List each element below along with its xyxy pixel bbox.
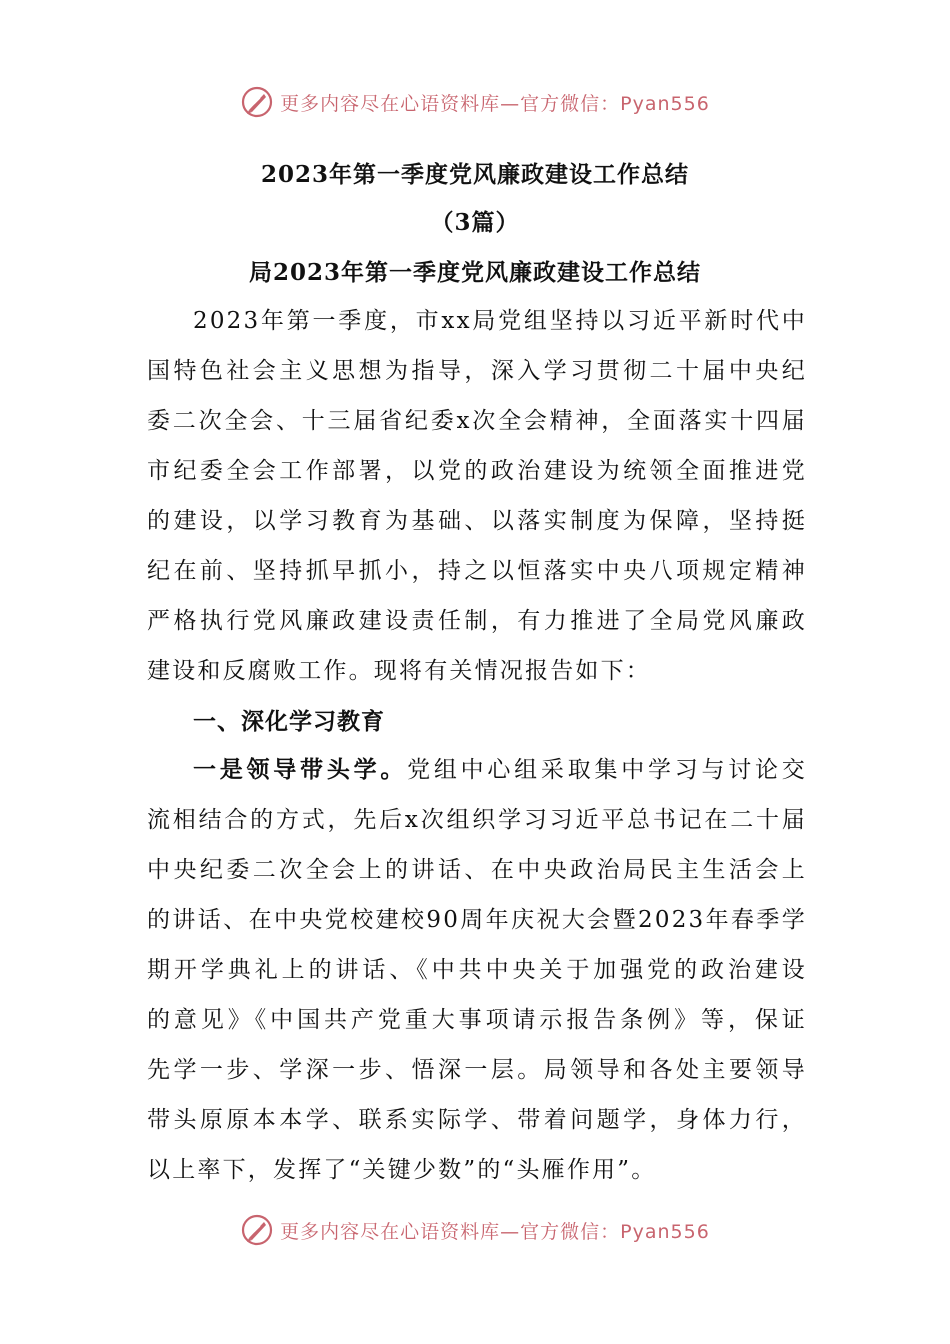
paragraph-line: 中央纪委二次全会上的讲话、在中央政治局民主生活会上 [147, 857, 807, 883]
section-heading: 一、深化学习教育 [193, 708, 385, 735]
paragraph-line: 期开学典礼上的讲话、《中共中央关于加强党的政治建设 [147, 957, 807, 983]
paragraph-line-first [147, 745, 807, 795]
paragraph-line: 带头原原本本学、联系实际学、带着问题学，身体力行， [147, 1107, 807, 1133]
paragraph-line: 严格执行党风廉政建设责任制，有力推进了全局党风廉政 [147, 608, 807, 634]
paragraph-line: 的讲话、在中央党校建校90周年庆祝大会暨2023年春季学 [147, 907, 807, 933]
watermark-wechat-id: Pyan556 [620, 1220, 710, 1243]
watermark-banner-top [0, 82, 950, 122]
lead-phrase: 一是领导带头学。 [193, 756, 408, 783]
paragraph-line: 2023年第一季度，市xx局党组坚持以习近平新时代中 [193, 308, 807, 334]
paragraph-line: 流相结合的方式，先后x次组织学习习近平总书记在二十届 [147, 807, 807, 833]
paragraph-line: 以上率下，发挥了“关键少数”的“头雁作用”。 [147, 1157, 657, 1183]
quill-logo-icon [240, 85, 274, 119]
paragraph-line: 的建设，以学习教育为基础、以落实制度为保障，坚持挺 [147, 508, 807, 534]
document-title: 2023年第一季度党风廉政建设工作总结 [260, 161, 689, 188]
paragraph-line: 委二次全会、十三届省纪委x次全会精神，全面落实十四届 [147, 408, 807, 434]
paragraph-line: 先学一步、学深一步、悟深一层。局领导和各处主要领导 [147, 1057, 807, 1083]
paragraph-line: 建设和反腐败工作。现将有关情况报告如下： [147, 658, 651, 684]
article-title: 局2023年第一季度党风廉政建设工作总结 [248, 259, 701, 286]
quill-logo-icon [240, 1213, 274, 1247]
watermark-text: 更多内容尽在心语资料库—官方微信： [280, 92, 621, 115]
paragraph-line: 国特色社会主义思想为指导，深入学习贯彻二十届中央纪 [147, 358, 807, 384]
watermark-wechat-id: Pyan556 [620, 92, 710, 115]
first-line-text: 党组中心组采取集中学习与讨论交 [407, 757, 807, 783]
paragraph-line: 纪在前、坚持抓早抓小，持之以恒落实中央八项规定精神 [147, 558, 807, 584]
paragraph-line: 的意见》《中国共产党重大事项请示报告条例》等，保证 [147, 1007, 807, 1033]
paragraph-line: 市纪委全会工作部署，以党的政治建设为统领全面推进党 [147, 458, 807, 484]
watermark-banner-bottom [0, 1210, 950, 1250]
document-subtitle-count: （3篇） [430, 209, 520, 236]
watermark-text: 更多内容尽在心语资料库—官方微信： [280, 1220, 621, 1243]
intro-paragraph [147, 296, 807, 696]
section-paragraph [147, 745, 807, 1195]
